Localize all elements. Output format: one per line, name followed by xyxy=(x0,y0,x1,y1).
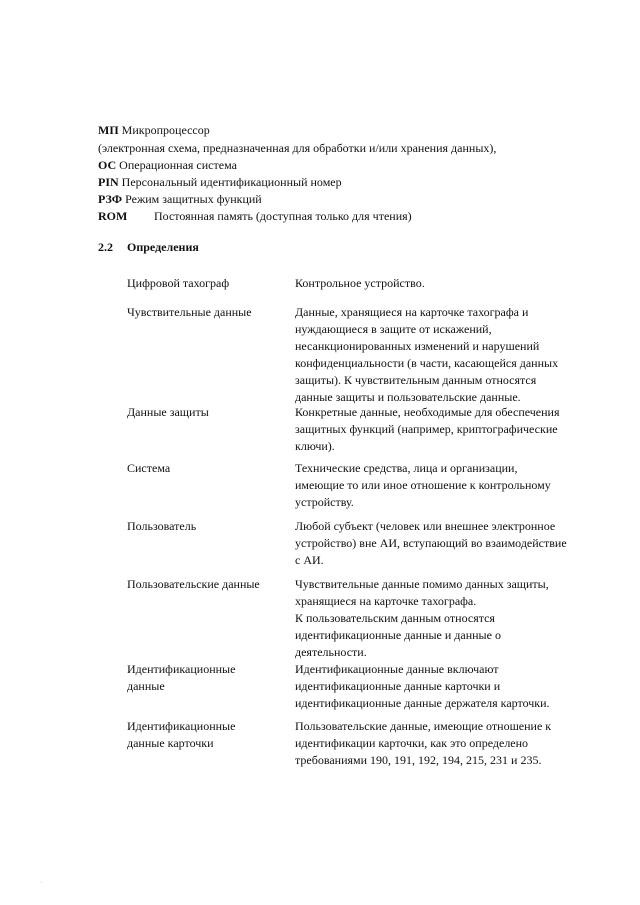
definition-text xyxy=(295,404,595,455)
abbreviation-key: ОС xyxy=(98,158,117,172)
abbreviation-pin xyxy=(98,175,342,190)
definition-text-line: с АИ. xyxy=(295,553,324,567)
definition-text-line: Пользовательские данные, имеющие отношение к xyxy=(295,719,552,733)
definition-term-line: Цифровой тахограф xyxy=(127,276,230,290)
abbreviation-mp xyxy=(98,123,210,138)
definition-text xyxy=(295,518,595,569)
definition-term-line: данные xyxy=(127,679,165,693)
abbreviation-os xyxy=(98,158,237,173)
abbreviation-key: PIN xyxy=(98,175,119,189)
definition-term xyxy=(127,718,287,752)
definition-term xyxy=(127,661,287,695)
definition-text-line: идентификационные данные держателя карточки. xyxy=(295,696,550,710)
definition-text-line: Идентификационные данные включают xyxy=(295,662,499,676)
abbreviation-text: Персональный идентификационный номер xyxy=(121,175,342,189)
definition-term xyxy=(127,275,287,292)
scan-speck: · xyxy=(40,880,42,886)
definition-text-line: защиты). К чувствительным данным относятся xyxy=(295,373,537,387)
abbreviation-text: Микропроцессор xyxy=(121,123,210,137)
definition-text-line: К пользовательским данным относятся xyxy=(295,611,495,625)
definition-term xyxy=(127,404,287,421)
definition-text-line: Данные, хранящиеся на карточке тахографа и xyxy=(295,305,529,319)
abbreviation-text: Режим защитных функций xyxy=(125,192,262,206)
definition-term-line: Пользователь xyxy=(127,519,197,533)
definition-text-line: имеющие то или иное отношение к контрольному xyxy=(295,478,551,492)
definition-term xyxy=(127,460,287,477)
definition-text xyxy=(295,304,595,406)
definition-text xyxy=(295,275,595,292)
abbreviation-text: Операционная система xyxy=(119,158,237,172)
definition-text-line: несанкционированных изменений и нарушений xyxy=(295,339,540,353)
definition-text-line: нуждающиеся в защите от искажений, xyxy=(295,322,492,336)
abbreviation-text: (электронная схема, предназначенная для обработки и/или хранения данных), xyxy=(98,141,497,155)
definition-text-line: устройству. xyxy=(295,495,354,509)
abbreviation-rzf xyxy=(98,192,262,207)
abbreviation-key: РЗФ xyxy=(98,192,123,206)
definition-text-line: хранящиеся на карточке тахографа. xyxy=(295,594,477,608)
definition-text-line: Конкретные данные, необходимые для обеспечения xyxy=(295,405,560,419)
abbreviation-text: Постоянная память (доступная только для чтения) xyxy=(154,209,412,223)
definition-text-line: деятельности. xyxy=(295,645,367,659)
definition-term-line: Пользовательские данные xyxy=(127,577,260,591)
definition-text xyxy=(295,576,595,661)
definition-text xyxy=(295,718,595,769)
definition-term-line: Чувствительные данные xyxy=(127,305,252,319)
definition-term xyxy=(127,518,287,535)
abbreviation-key: ROM xyxy=(98,209,128,223)
definition-text-line: устройство) вне АИ, вступающий во взаимодействие xyxy=(295,536,567,550)
definition-text-line: Технические средства, лица и организации, xyxy=(295,461,518,475)
definition-term-line: Идентификационные xyxy=(127,662,236,676)
definition-text-line: идентификационные данные карточки и xyxy=(295,679,501,693)
section-heading xyxy=(98,240,199,255)
definition-text-line: Контрольное устройство. xyxy=(295,276,425,290)
section-title: Определения xyxy=(127,240,199,254)
definition-text-line: идентификационные данные и данные о xyxy=(295,628,501,642)
definition-term xyxy=(127,304,287,321)
definition-term-line: Система xyxy=(127,461,171,475)
definition-text-line: ключи). xyxy=(295,439,335,453)
definition-text-line: требованиями 190, 191, 192, 194, 215, 231 и 235. xyxy=(295,753,542,767)
section-number: 2.2 xyxy=(98,240,113,254)
definition-text-line: защитных функций (например, криптографические xyxy=(295,422,558,436)
abbreviation-key: МП xyxy=(98,123,119,137)
abbreviation-mp-continuation xyxy=(98,141,496,156)
definition-term xyxy=(127,576,287,593)
abbreviation-rom xyxy=(98,209,412,224)
definition-text-line: конфиденциальности (в части, касающейся данных xyxy=(295,356,559,370)
definition-text-line: идентификации карточки, как это определено xyxy=(295,736,529,750)
definition-text xyxy=(295,460,595,511)
definition-text-line: Любой субъект (человек или внешнее электронное xyxy=(295,519,556,533)
definition-term-line: Идентификационные xyxy=(127,719,236,733)
definition-text xyxy=(295,661,595,712)
definition-text-line: данные защиты и пользовательские данные. xyxy=(295,390,521,404)
definition-text-line: Чувствительные данные помимо данных защиты, xyxy=(295,577,549,591)
definition-term-line: Данные защиты xyxy=(127,405,209,419)
definition-term-line: данные карточки xyxy=(127,736,214,750)
